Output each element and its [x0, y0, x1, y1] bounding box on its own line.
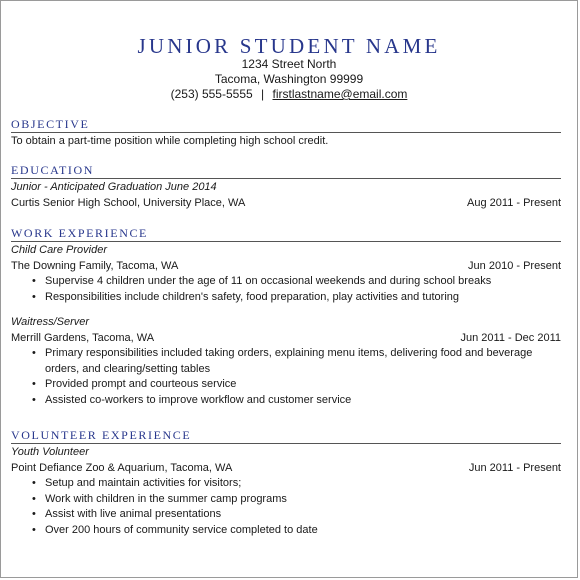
volunteer-dates: Jun 2011 - Present	[468, 462, 561, 474]
objective-text: To obtain a part-time position while completing high school credit.	[11, 135, 329, 147]
education-heading: EDUCATION	[11, 163, 561, 179]
student-name: JUNIOR STUDENT NAME	[137, 34, 441, 58]
phone-number: (253) 555-5555	[170, 87, 253, 101]
job-dates: Jun 2011 - Dec 2011	[460, 332, 561, 344]
job-dates: Jun 2010 - Present	[468, 260, 561, 272]
job-bullets	[11, 346, 561, 408]
volunteer-section	[11, 428, 561, 538]
city-state-zip: Tacoma, Washington 99999	[214, 72, 364, 86]
resume-header	[1, 1, 577, 102]
objective-section	[11, 117, 561, 149]
job-role: Child Care Provider	[11, 244, 107, 256]
bullet-item: • Assisted co-workers to improve workflow and customer service	[45, 393, 561, 409]
volunteer-row	[11, 460, 561, 476]
bullet-item: • Assist with live animal presentations	[45, 507, 561, 523]
job-row	[11, 330, 561, 346]
job-employer: The Downing Family, Tacoma, WA	[11, 260, 179, 272]
email-link[interactable]: firstlastname@email.com	[272, 87, 408, 101]
education-row	[11, 195, 561, 211]
objective-heading: OBJECTIVE	[11, 117, 561, 133]
bullet-item: • Responsibilities include children's safety, food preparation, play activities and tutoring	[45, 290, 561, 306]
job-entry	[11, 314, 561, 408]
bullet-item: • Work with children in the summer camp programs	[45, 492, 561, 508]
bullet-item: • Setup and maintain activities for visitors;	[45, 476, 561, 492]
volunteer-role: Youth Volunteer	[11, 446, 89, 458]
job-employer: Merrill Gardens, Tacoma, WA	[11, 332, 155, 344]
contact-line	[1, 87, 577, 102]
education-detail: Junior - Anticipated Graduation June 2014	[11, 181, 217, 193]
volunteer-bullets	[11, 476, 561, 538]
job-entry	[11, 242, 561, 305]
job-row	[11, 258, 561, 274]
work-heading: WORK EXPERIENCE	[11, 226, 561, 242]
school-name: Curtis Senior High School, University Place, WA	[11, 197, 246, 209]
volunteer-org: Point Defiance Zoo & Aquarium, Tacoma, WA	[11, 462, 233, 474]
education-dates: Aug 2011 - Present	[467, 197, 561, 209]
contact-separator: |	[261, 87, 265, 101]
work-section	[11, 226, 561, 408]
bullet-item: • Provided prompt and courteous service	[45, 377, 561, 393]
job-bullets	[11, 274, 561, 305]
education-section	[11, 163, 561, 211]
bullet-item: • Over 200 hours of community service completed to date	[45, 523, 561, 539]
street-address: 1234 Street North	[241, 57, 337, 71]
job-role: Waitress/Server	[11, 316, 90, 328]
bullet-item: • Supervise 4 children under the age of 11 on occasional weekends and during school breaks	[45, 274, 561, 290]
bullet-item: • Primary responsibilities included taking orders, explaining menu items, delivering food and beverage orders, and clearing/setting tables	[45, 346, 561, 377]
volunteer-heading: VOLUNTEER EXPERIENCE	[11, 428, 561, 444]
